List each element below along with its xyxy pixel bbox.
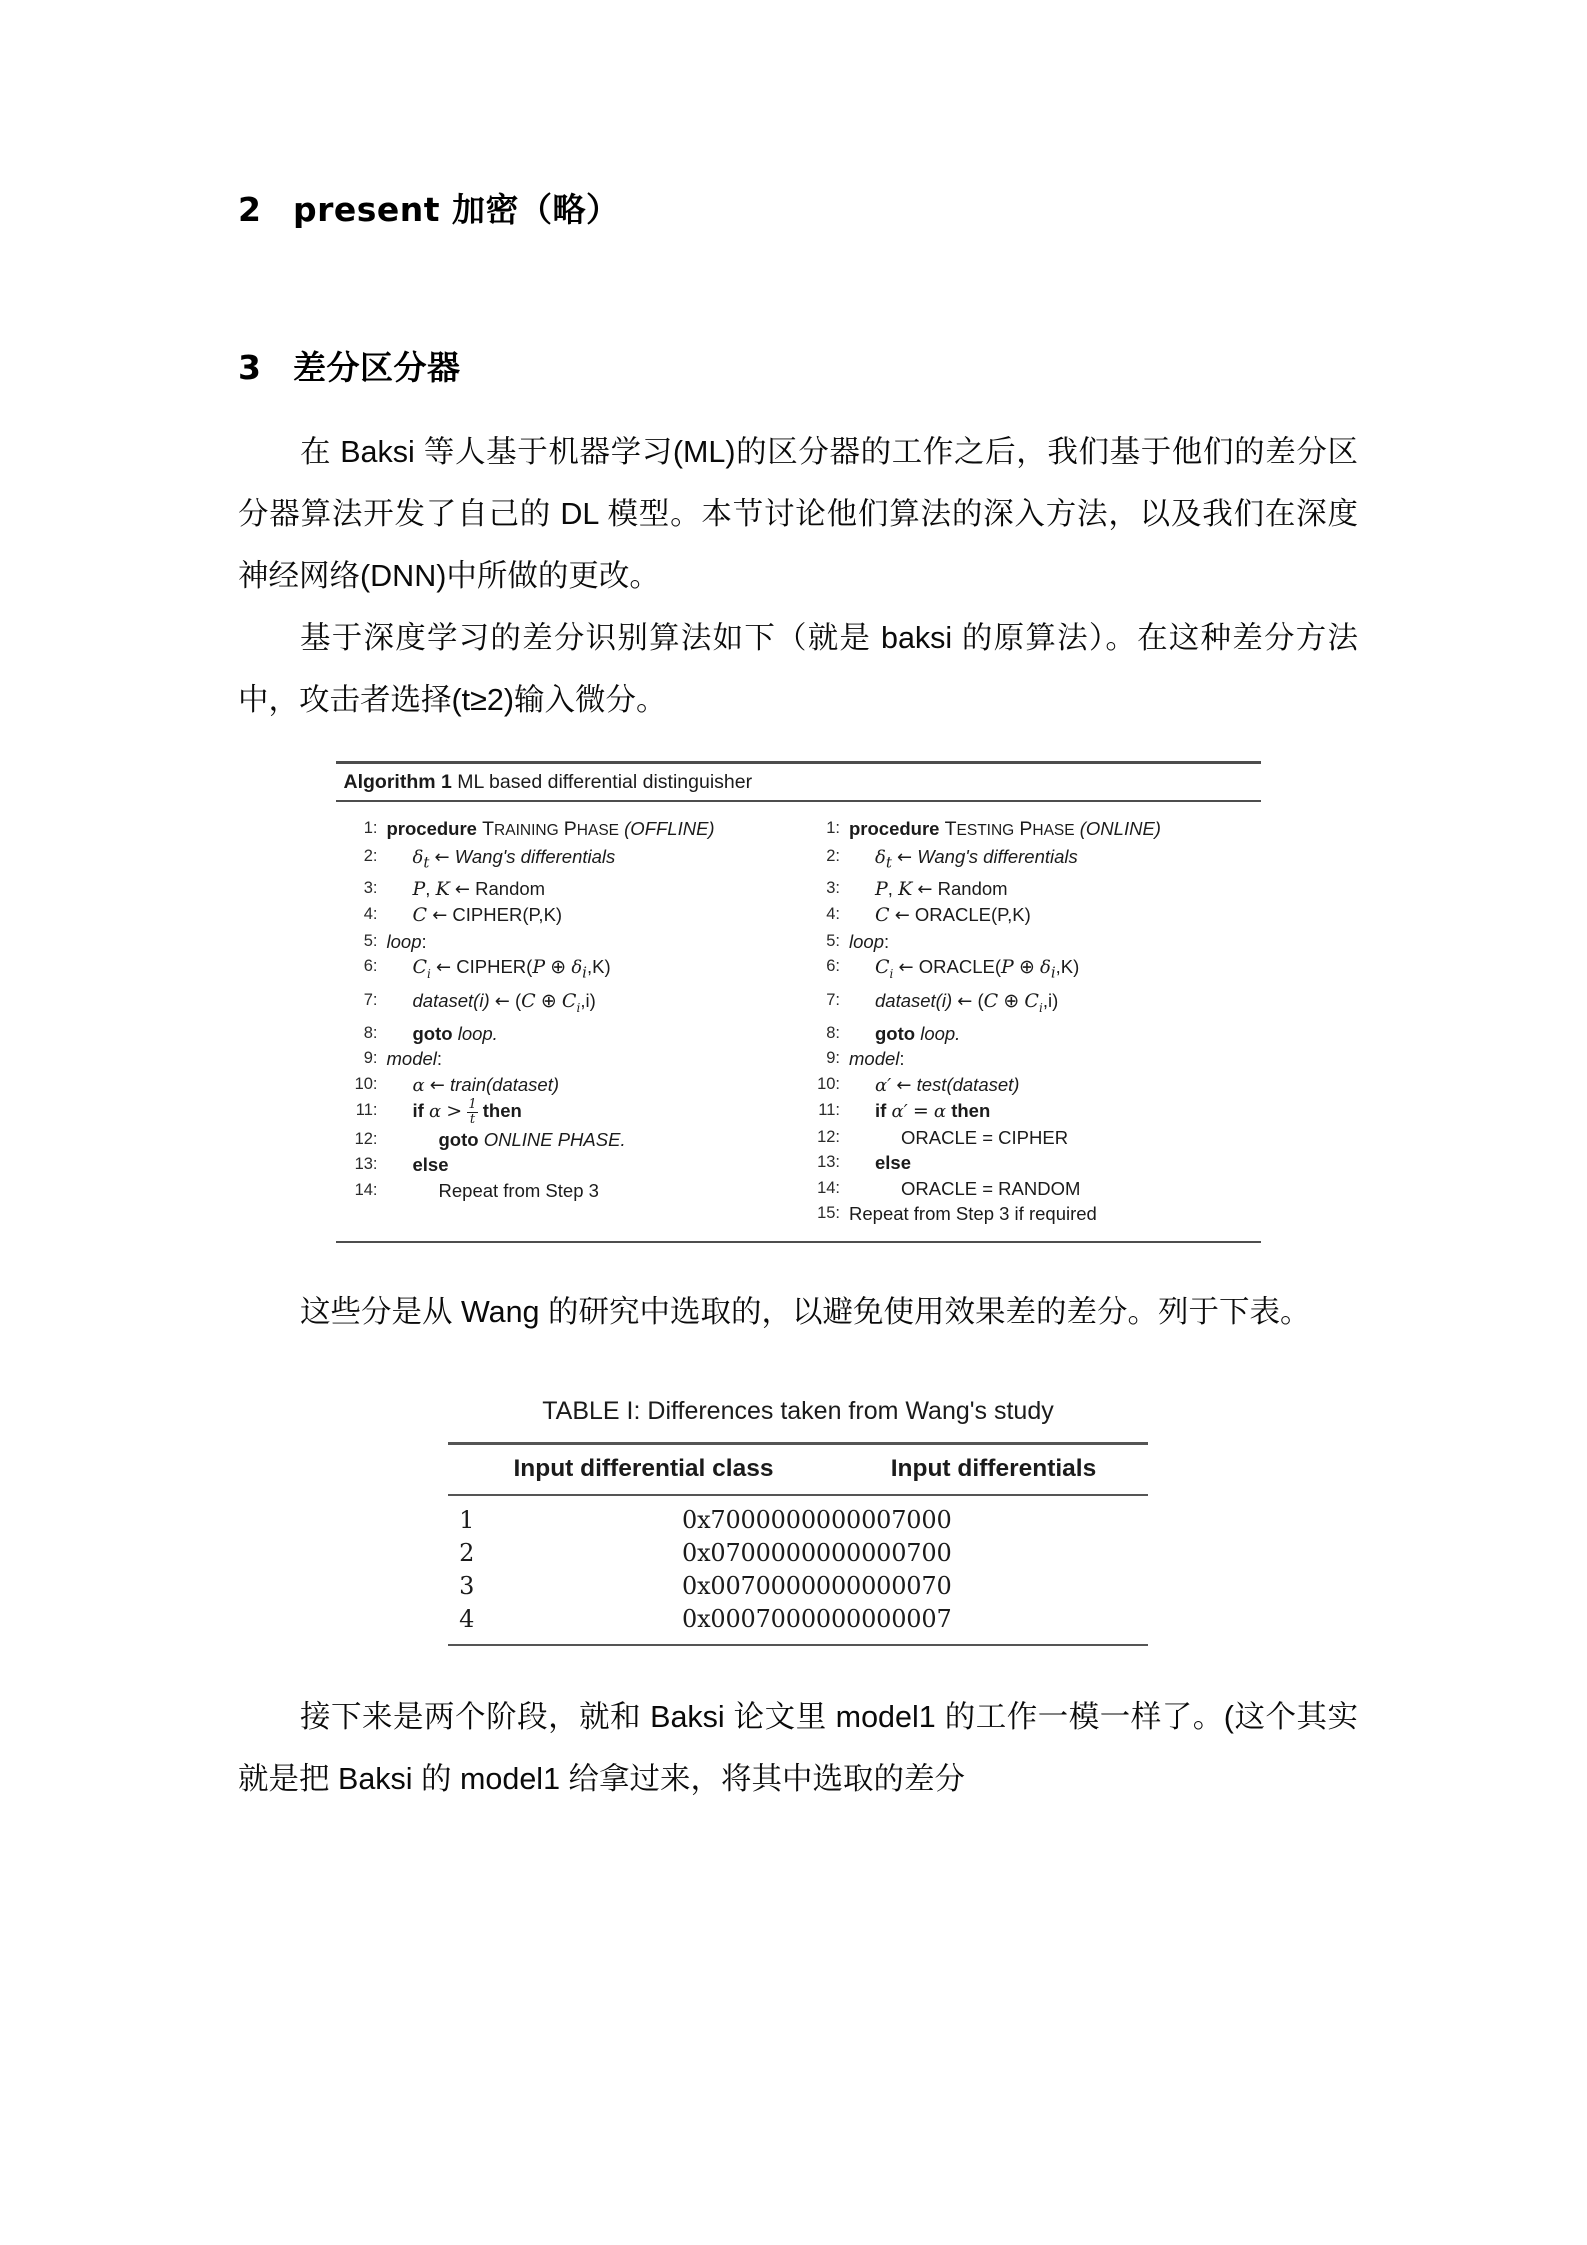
line-code: α ← train(dataset) [412, 1073, 560, 1096]
line-number: 14: [817, 1178, 840, 1197]
line-number: 2: [363, 846, 378, 865]
line-code: ORACLE = CIPHER [901, 1126, 1069, 1148]
algorithm-label: Algorithm 1 [343, 771, 452, 794]
table-body [448, 1504, 1148, 1636]
table-row [448, 1603, 1148, 1636]
line-number: 10: [354, 1074, 378, 1093]
section-3-title: 差分区分器 [293, 347, 461, 387]
table-head [448, 1445, 1148, 1494]
line-code: if α > $\frac{1}{t}$ then [412, 1097, 522, 1128]
line-number: 3: [826, 878, 840, 897]
line-code: model: [386, 1048, 443, 1070]
algorithm-caption: ML based differential distinguisher [457, 771, 753, 794]
line-number: 5: [363, 931, 378, 950]
line-code: else [875, 1152, 912, 1174]
algorithm-title [336, 764, 1261, 800]
line-code: $\delta_t$ ← Wang's differentials [875, 845, 1078, 872]
line-number: 9: [363, 1049, 378, 1068]
line-number: 11: [818, 1101, 840, 1120]
line-code: else [412, 1154, 449, 1176]
line-code: goto loop. [412, 1022, 498, 1044]
algorithm-columns [336, 802, 1261, 1231]
line-number: 2: [826, 846, 840, 865]
algorithm-line [344, 844, 799, 876]
algorithm-line [806, 1021, 1261, 1047]
line-number: 3: [363, 878, 378, 897]
line-code: α′ ← test(dataset) [875, 1073, 1020, 1096]
line-number: 12: [817, 1127, 840, 1146]
algorithm-line [344, 988, 799, 1021]
line-code: $C_i$ ← ORACLE(P ⊕ $\delta_i,K$) [875, 956, 1080, 982]
line-code: dataset(i) ← (C ⊕ $C_i,i$) [412, 989, 596, 1015]
algorithm-line [344, 1152, 799, 1178]
algorithm-line [344, 1072, 799, 1099]
line-number: 11: [355, 1101, 378, 1120]
line-code: if α′ = α then [875, 1100, 991, 1123]
paragraph-2: 基于深度学习的差分识别算法如下（就是 baksi 的原算法）。在这种差分方法中，攻击者选择(t≥2)输入微分。 [238, 621, 1358, 718]
table-row [448, 1504, 1148, 1537]
section-2-heading [238, 190, 1358, 230]
line-number: 10: [817, 1074, 840, 1093]
algorithm-line [806, 1098, 1261, 1125]
line-number: 6: [363, 957, 378, 976]
algorithm-line [806, 1125, 1261, 1151]
table-row [448, 1570, 1148, 1603]
algorithm-line [806, 816, 1261, 844]
line-code: loop: [849, 930, 890, 952]
algorithm-figure [336, 761, 1261, 1243]
cell-class: 4 [459, 1604, 475, 1633]
paragraph-1: 在 Baksi 等人基于机器学习(ML)的区分器的工作之后，我们基于他们的差分区分器算法开发了自己的 DL 模型。本节讨论他们算法的深入方法，以及我们在深度神经网络(DNN)中所做的更改。 [238, 435, 1358, 594]
algorithm-line [806, 954, 1261, 987]
differences-table-body [448, 1504, 1148, 1636]
line-number: 8: [363, 1023, 378, 1042]
cell-differential: 0x0070000000000070 [682, 1571, 952, 1600]
page-content [238, 190, 1358, 1810]
cell-class: 1 [459, 1505, 475, 1534]
cell-class: 2 [459, 1538, 475, 1567]
line-number: 9: [826, 1049, 840, 1068]
line-code: goto loop. [875, 1022, 961, 1044]
line-code: procedure TRAINING PHASE (OFFLINE) [386, 818, 715, 841]
algorithm-line [806, 929, 1261, 955]
line-code: P, K ← Random [412, 877, 546, 900]
algorithm-line [344, 1098, 799, 1126]
cell-differential: 0x0700000000000700 [682, 1538, 952, 1567]
line-code: P, K ← Random [875, 877, 1008, 900]
column-header-differentials: Input differentials [890, 1454, 1097, 1482]
algorithm-line [806, 1046, 1261, 1072]
section-3-number: 3 [238, 347, 262, 387]
table-caption: TABLE I: Differences taken from Wang's study [542, 1396, 1054, 1425]
algorithm-line [806, 1176, 1261, 1202]
algorithm-line [344, 1046, 799, 1072]
table-row [448, 1537, 1148, 1570]
algorithm-line [344, 1127, 799, 1153]
table-header-row [448, 1445, 1148, 1494]
section-3-heading-wrapper [238, 348, 1358, 388]
line-number: 13: [817, 1153, 840, 1172]
line-code: loop: [386, 930, 427, 952]
line-number: 15: [817, 1204, 840, 1223]
line-number: 1: [363, 819, 378, 838]
line-number: 5: [826, 931, 840, 950]
table-header-rule [448, 1494, 1148, 1496]
cell-class: 3 [459, 1571, 475, 1600]
paragraph-3: 这些分是从 Wang 的研究中选取的，以避免使用效果差的差分。列于下表。 [300, 1294, 1311, 1329]
line-number: 14: [354, 1180, 378, 1199]
line-code: goto ONLINE PHASE. [438, 1128, 626, 1150]
line-number: 7: [363, 990, 378, 1009]
algorithm-line [344, 876, 799, 903]
algorithm-line [344, 954, 799, 987]
cell-differential: 0x7000000000007000 [682, 1505, 952, 1534]
section-2-heading-wrapper [238, 190, 1358, 230]
line-code: ORACLE = RANDOM [901, 1177, 1081, 1199]
line-code: procedure TESTING PHASE (ONLINE) [849, 818, 1161, 841]
section-2-title: present 加密（略） [293, 190, 620, 229]
algorithm-line [806, 1150, 1261, 1176]
algorithm-line [344, 929, 799, 955]
section-2-number: 2 [238, 190, 262, 229]
algorithm-line [806, 1072, 1261, 1099]
line-number: 13: [354, 1155, 378, 1174]
algorithm-bottom-rule [336, 1241, 1261, 1243]
line-code: $C_i$ ← CIPHER(P ⊕ $\delta_i,K$) [412, 956, 611, 982]
line-code: $\delta_t$ ← Wang's differentials [412, 845, 616, 872]
line-code: model: [849, 1048, 905, 1070]
table-bottom-rule [448, 1644, 1148, 1646]
line-number: 12: [354, 1129, 378, 1148]
algorithm-line [806, 876, 1261, 903]
cell-differential: 0x0007000000000007 [682, 1604, 952, 1633]
table-figure [448, 1397, 1148, 1646]
algorithm-line [344, 1021, 799, 1047]
differences-table [448, 1445, 1148, 1494]
algorithm-line [806, 902, 1261, 929]
line-number: 4: [363, 905, 378, 924]
line-number: 7: [826, 990, 840, 1009]
column-header-class: Input differential class [513, 1454, 774, 1482]
line-code: C ← CIPHER(P,K) [412, 904, 563, 927]
line-number: 8: [826, 1023, 840, 1042]
paragraph-4: 接下来是两个阶段，就和 Baksi 论文里 model1 的工作一模一样了。(这个其实就是把 Baksi 的 model1 给拿过来，将其中选取的差分 [238, 1699, 1358, 1796]
algorithm-line [344, 816, 799, 844]
line-code: C ← ORACLE(P,K) [875, 904, 1031, 927]
algorithm-line [344, 1178, 799, 1204]
algorithm-line [806, 988, 1261, 1021]
algorithm-line [806, 844, 1261, 876]
line-code: Repeat from Step 3 if required [849, 1203, 1097, 1225]
line-number: 1: [826, 819, 840, 838]
algorithm-line [806, 1201, 1261, 1227]
algorithm-left-column [336, 816, 799, 1227]
algorithm-line [344, 902, 799, 929]
line-number: 4: [826, 905, 840, 924]
line-number: 6: [826, 957, 840, 976]
line-code: dataset(i) ← (C ⊕ $C_i,i$) [875, 989, 1059, 1015]
line-code: Repeat from Step 3 [438, 1179, 599, 1201]
algorithm-right-column [798, 816, 1261, 1227]
section-3-heading [238, 348, 1358, 388]
